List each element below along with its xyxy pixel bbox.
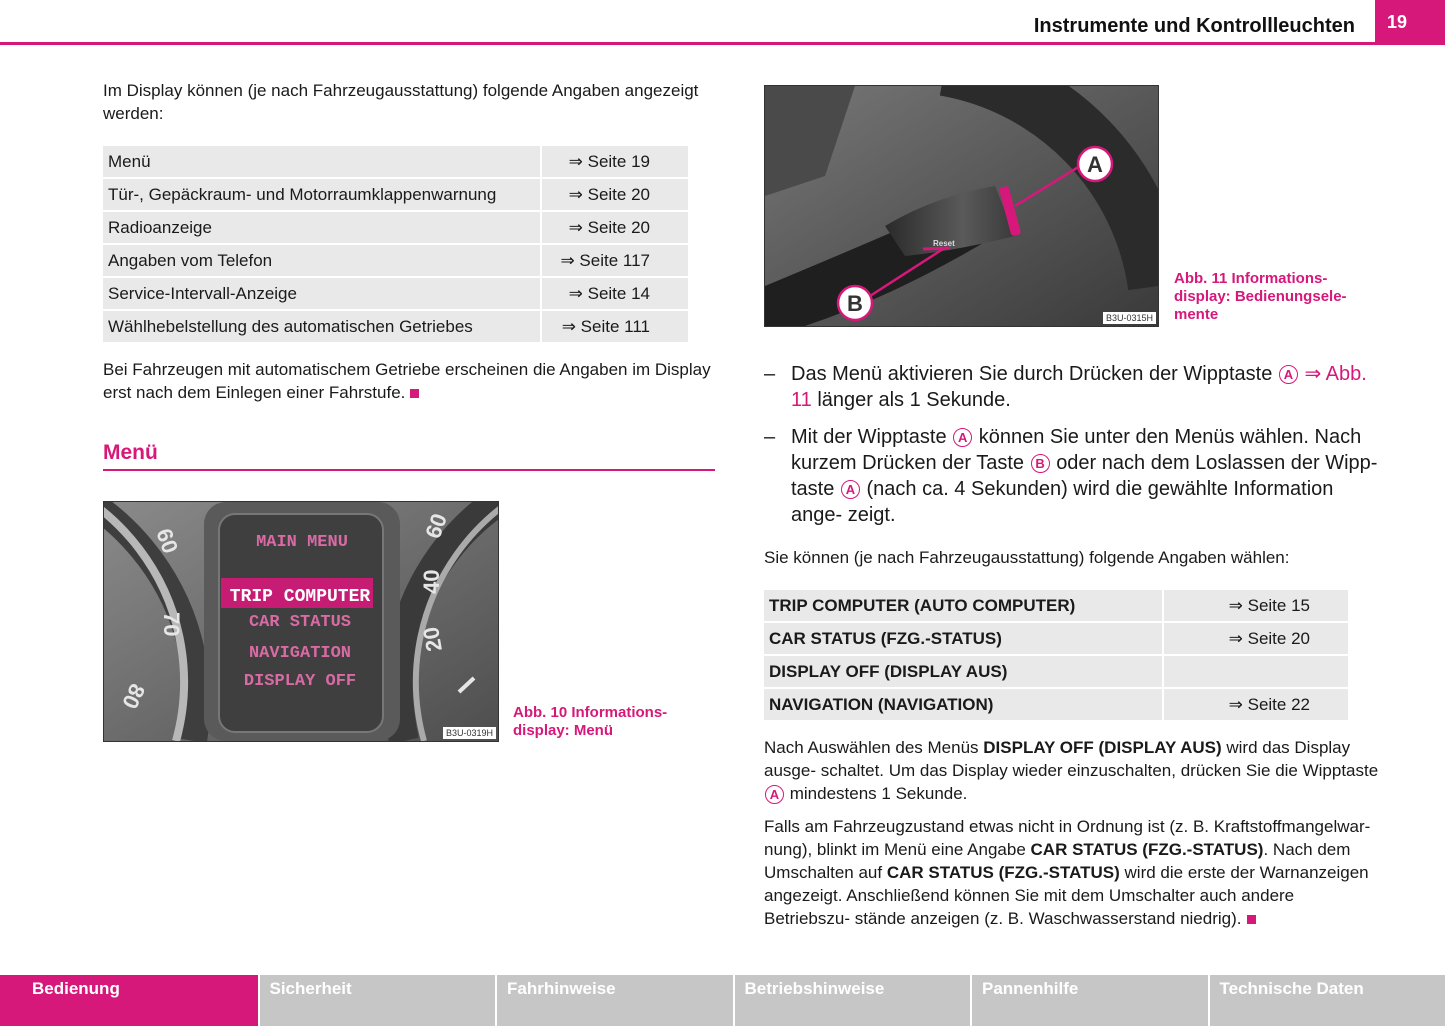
table-cell-label: TRIP COMPUTER (AUTO COMPUTER) xyxy=(764,590,1162,621)
section-heading-menu: Menü xyxy=(103,441,158,464)
table-row xyxy=(764,590,1348,621)
chapter-tab-bedienung[interactable]: Bedienung xyxy=(0,975,258,1026)
page-reference[interactable]: ⇒ Seite 20 xyxy=(1162,623,1348,654)
end-of-section-mark xyxy=(1247,915,1256,924)
control-a-marker: A xyxy=(765,785,784,804)
table-row xyxy=(764,623,1348,654)
table-row xyxy=(103,278,688,309)
page-header-title: Instrumente und Kontrollleuchten xyxy=(1033,15,1355,37)
steering-column-illustration xyxy=(765,86,1158,326)
page-reference xyxy=(1162,656,1348,687)
table-cell-label: NAVIGATION (NAVIGATION) xyxy=(764,689,1162,720)
display-menu-item: NAVIGATION xyxy=(248,644,352,663)
table-cell-label: CAR STATUS (FZG.-STATUS) xyxy=(764,623,1162,654)
instruction-step-1: – Das Menü aktivieren Sie durch Drücken der Wipptaste A ⇒ Abb. 11 länger als 1 Sekunde. xyxy=(764,363,1367,411)
gauge-left-number: 80 xyxy=(117,679,151,713)
chapter-tab-betriebshinweise[interactable]: Betriebshinweise xyxy=(735,975,971,1026)
table-cell-label: Angaben vom Telefon xyxy=(103,245,540,276)
chapter-tab-pannenhilfe[interactable]: Pannenhilfe xyxy=(972,975,1208,1026)
figure-11-controls xyxy=(764,85,1159,327)
callout-b-label: B xyxy=(847,291,863,316)
chapter-navigation xyxy=(0,975,1445,1026)
reset-label: Reset xyxy=(933,239,955,248)
header-rule xyxy=(0,42,1445,45)
gauge-right-number: 20 xyxy=(418,625,447,654)
table-row xyxy=(103,146,688,177)
display-menu-item: CAR STATUS xyxy=(248,613,352,632)
page-reference[interactable]: ⇒ Seite 19 xyxy=(540,146,688,177)
table-row xyxy=(103,311,688,342)
page-reference[interactable]: ⇒ Seite 111 xyxy=(540,311,688,342)
table-cell-label: DISPLAY OFF (DISPLAY AUS) xyxy=(764,656,1162,687)
figure-11-caption: Abb. 11 Informations- display: Bedienungsele- mente xyxy=(1174,270,1347,323)
dashboard-display-illustration xyxy=(104,502,498,741)
gauge-left-number: 60 xyxy=(151,525,184,557)
gauge-right-number: 40 xyxy=(419,569,444,594)
intro-text: Im Display können (je nach Fahrzeugausstattung) folgende Angaben angezeigt werden: xyxy=(103,81,699,123)
control-a-marker: A xyxy=(1279,365,1298,384)
chapter-tab-technische-daten[interactable]: Technische Daten xyxy=(1210,975,1445,1026)
table-cell-label: Service-Intervall-Anzeige xyxy=(103,278,540,309)
figure-11-link[interactable]: ⇒ Abb. 11 xyxy=(791,363,1367,411)
page-reference[interactable]: ⇒ Seite 14 xyxy=(540,278,688,309)
page-reference[interactable]: ⇒ Seite 15 xyxy=(1162,590,1348,621)
gauge-right-number: 60 xyxy=(420,510,453,542)
table-cell-label: Tür-, Gepäckraum- und Motorraumklappenwarnung xyxy=(103,179,540,210)
page-reference[interactable]: ⇒ Seite 20 xyxy=(540,212,688,243)
page-number: 19 xyxy=(1375,0,1445,44)
control-b-marker: B xyxy=(1031,454,1050,473)
end-of-section-mark xyxy=(410,389,419,398)
table-row xyxy=(103,245,688,276)
page-reference[interactable]: ⇒ Seite 117 xyxy=(540,245,688,276)
chapter-tab-sicherheit[interactable]: Sicherheit xyxy=(260,975,496,1026)
auto-transmission-note: Bei Fahrzeugen mit automatischem Getriebe erscheinen die Angaben im Display erst nach dem Einlegen einer Fahrstufe. xyxy=(103,360,711,402)
menu-options-table xyxy=(764,588,1348,722)
chapter-tab-fahrhinweise[interactable]: Fahrhinweise xyxy=(497,975,733,1026)
page-reference[interactable]: ⇒ Seite 20 xyxy=(540,179,688,210)
control-a-marker: A xyxy=(841,480,860,499)
table-row xyxy=(103,179,688,210)
display-menu-item-selected: TRIP COMPUTER xyxy=(229,587,371,607)
table-row xyxy=(103,212,688,243)
gauge-left-number: 70 xyxy=(159,612,184,637)
table-row xyxy=(764,656,1348,687)
selection-intro: Sie können (je nach Fahrzeugausstattung) folgende Angaben wählen: xyxy=(764,548,1290,567)
info-table xyxy=(103,144,688,344)
table-cell-label: Radioanzeige xyxy=(103,212,540,243)
figure-code: B3U-0315H xyxy=(1103,312,1156,324)
figure-10-caption: Abb. 10 Informations- display: Menü xyxy=(513,704,668,739)
display-menu-item: DISPLAY OFF xyxy=(243,672,357,691)
figure-code: B3U-0319H xyxy=(443,727,496,739)
car-status-paragraph: Falls am Fahrzeugzustand etwas nicht in Ordnung ist (z. B. Kraftstoffmangelwar- nung), blinkt im Menü eine Angabe CAR STATUS (FZG.-STATUS). Nach dem Umschalten auf CAR STATUS (FZG.-STATUS) wird die erste der Warnanzeigen angezeigt. Anschließend können Sie mit dem Umschalter auch andere Betriebszu- stände anzeigen (z. B. Waschwasserstand niedrig). xyxy=(764,817,1371,928)
instruction-step-2: – Mit der Wipptaste A können Sie unter den Menüs wählen. Nach kurzem Drücken der Taste B oder nach dem Loslassen der Wipp- taste A (nach ca. 4 Sekunden) wird die gewählte Information ange- zeigt. xyxy=(764,426,1378,526)
table-row xyxy=(764,689,1348,720)
control-a-marker: A xyxy=(953,428,972,447)
page-reference[interactable]: ⇒ Seite 22 xyxy=(1162,689,1348,720)
figure-10-display-menu xyxy=(103,501,499,742)
display-off-paragraph: Nach Auswählen des Menüs DISPLAY OFF (DISPLAY AUS) wird das Display ausge- schaltet. Um das Display wieder einzuschalten, drücken Sie die Wipptaste A mindestens 1 Sekunde. xyxy=(764,738,1379,803)
callout-a-label: A xyxy=(1087,152,1103,177)
table-cell-label: Wählhebelstellung des automatischen Getriebes xyxy=(103,311,540,342)
display-menu-title: MAIN MENU xyxy=(256,533,348,552)
section-rule xyxy=(103,469,715,471)
table-cell-label: Menü xyxy=(103,146,540,177)
